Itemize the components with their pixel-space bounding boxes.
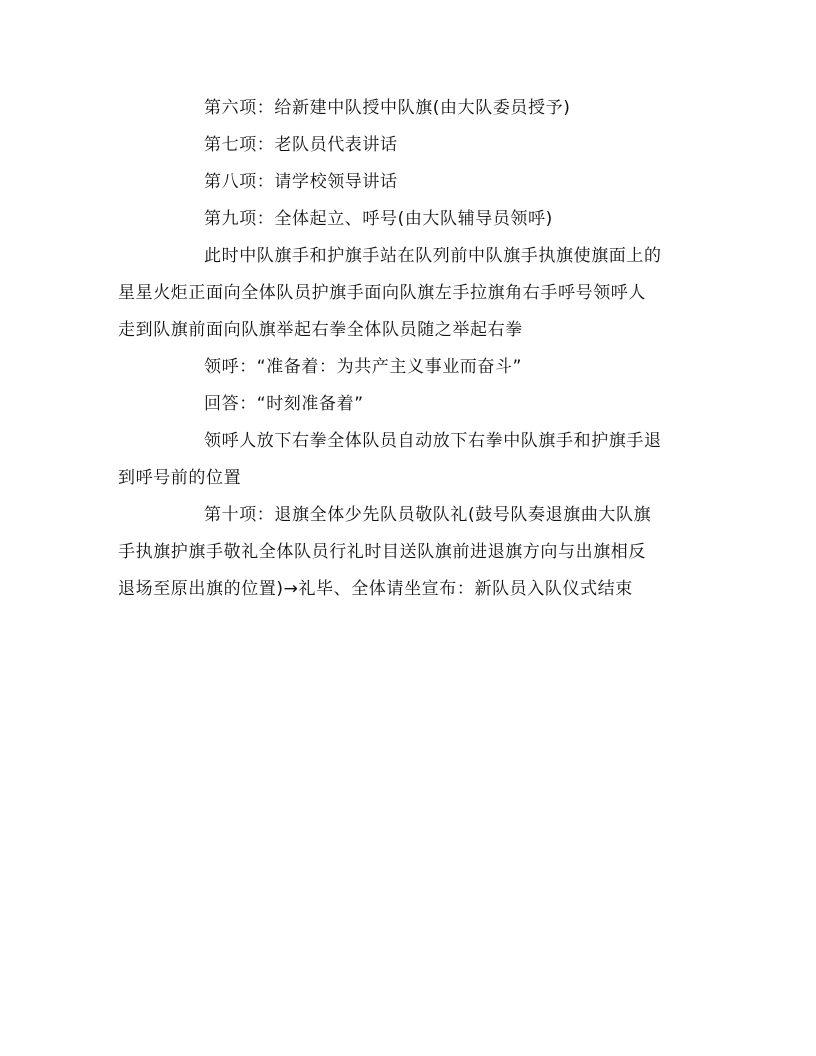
paragraph-line: 此时中队旗手和护旗手站在队列前中队旗手执旗使旗面上的 [204,246,662,266]
paragraph-line: 星星火炬正面向全体队员护旗手面向队旗左手拉旗角右手呼号领呼人 [118,283,646,303]
paragraph-line: 第十项：退旗全体少先队员敬队礼(鼓号队奏退旗曲大队旗 [204,505,652,525]
paragraph-line: 退场至原出旗的位置)→礼毕、全体请坐宣布：新队员入队仪式结束 [118,579,633,599]
paragraph-line: 领呼：“准备着：为共产主义事业而奋斗” [204,357,523,377]
document-body [118,94,693,612]
paragraph-line: 领呼人放下右拳全体队员自动放下右拳中队旗手和护旗手退 [204,431,662,451]
paragraph-line: 走到队旗前面向队旗举起右拳全体队员随之举起右拳 [118,320,523,340]
paragraph-line: 第九项：全体起立、呼号(由大队辅导员领呼) [204,209,553,229]
paragraph-line: 第七项：老队员代表讲话 [204,135,398,155]
paragraph-line: 到呼号前的位置 [118,468,242,488]
paragraph-line: 第八项：请学校领导讲话 [204,172,398,192]
paragraph-line: 第六项：给新建中队授中队旗(由大队委员授予) [204,98,571,118]
paragraph-line: 手执旗护旗手敬礼全体队员行礼时目送队旗前进退旗方向与出旗相反 [118,542,646,562]
paragraph-line: 回答：“时刻准备着” [204,394,364,414]
